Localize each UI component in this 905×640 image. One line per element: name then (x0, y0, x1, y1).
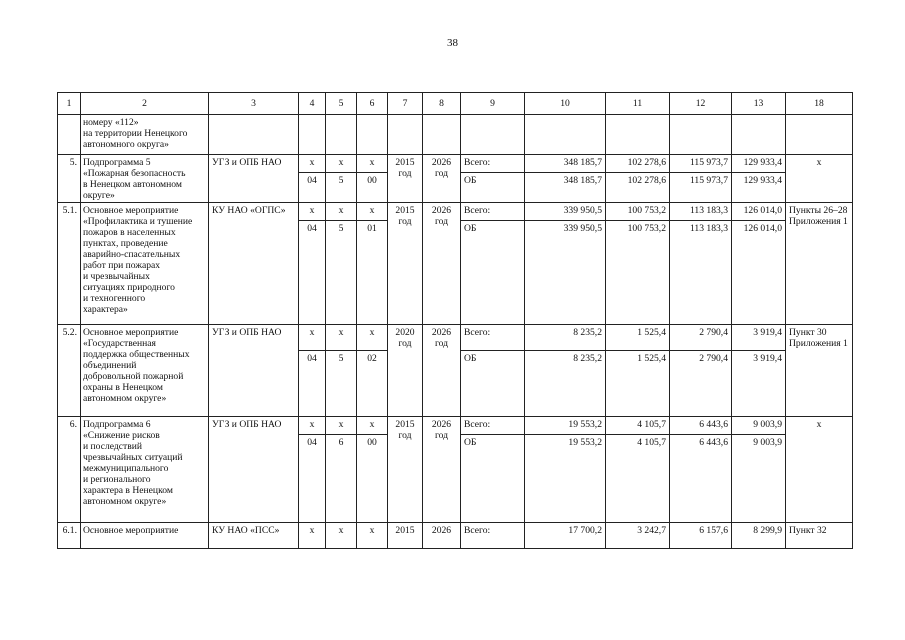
budget-code-cell: х (357, 203, 388, 221)
row-note: Пункт 32 (786, 523, 853, 549)
end-year: 2026 год (423, 325, 461, 417)
continuation-text: номеру «112» на территории Ненецкого автономного округа» (81, 115, 209, 155)
row-title: Подпрограмма 6 «Снижение рисков и последствий чрезвычайных ситуаций межмуниципального и регионального характера в Ненецком автономном округе» (81, 417, 209, 523)
funding-value: 19 553,2 (525, 435, 606, 523)
funding-value: 6 443,6 (670, 435, 732, 523)
funding-value: 102 278,6 (606, 155, 670, 173)
end-year: 2026 год (423, 203, 461, 325)
funding-value: 113 183,3 (670, 221, 732, 325)
budget-code-cell: 5 (326, 173, 357, 203)
funding-value: 1 525,4 (606, 351, 670, 417)
budget-code-cell: х (357, 155, 388, 173)
funding-value: 8 299,9 (732, 523, 786, 549)
row-note: х (786, 155, 853, 203)
page-number: 38 (447, 37, 458, 49)
funding-value: 4 105,7 (606, 417, 670, 435)
start-year: 2015 год (388, 155, 423, 203)
funding-value: 6 157,6 (670, 523, 732, 549)
funding-value: 2 790,4 (670, 351, 732, 417)
row-note: х (786, 417, 853, 523)
budget-code-cell: х (299, 523, 326, 549)
responsible-org: КУ НАО «ПСС» (209, 523, 299, 549)
column-header-9: 9 (461, 93, 525, 115)
budget-code-cell: х (326, 417, 357, 435)
row-title: Подпрограмма 5 «Пожарная безопасность в Ненецком автономном округе» (81, 155, 209, 203)
budget-code-cell: 00 (357, 435, 388, 523)
budget-code-cell: 02 (357, 351, 388, 417)
column-header-10: 10 (525, 93, 606, 115)
budget-code-cell: х (357, 417, 388, 435)
budget-code-cell: 5 (326, 351, 357, 417)
funding-value: 17 700,2 (525, 523, 606, 549)
budget-code-cell: х (326, 203, 357, 221)
funding-value: 348 185,7 (525, 173, 606, 203)
budget-code-cell: 04 (299, 173, 326, 203)
budget-code-cell: х (326, 325, 357, 351)
funding-source: Всего: (461, 417, 525, 435)
table-row (58, 325, 853, 351)
funding-value: 129 933,4 (732, 155, 786, 173)
column-header-12: 12 (670, 93, 732, 115)
funding-source: ОБ (461, 351, 525, 417)
funding-value: 126 014,0 (732, 221, 786, 325)
column-header-6: 6 (357, 93, 388, 115)
responsible-org: УГЗ и ОПБ НАО (209, 417, 299, 523)
funding-value: 100 753,2 (606, 203, 670, 221)
budget-code-cell: х (326, 523, 357, 549)
funding-source: Всего: (461, 203, 525, 221)
responsible-org: КУ НАО «ОГПС» (209, 203, 299, 325)
funding-value: 339 950,5 (525, 203, 606, 221)
start-year: 2020 год (388, 325, 423, 417)
funding-value: 8 235,2 (525, 351, 606, 417)
funding-value: 19 553,2 (525, 417, 606, 435)
budget-table (57, 92, 853, 549)
funding-value: 102 278,6 (606, 173, 670, 203)
table-row (58, 203, 853, 221)
funding-source: Всего: (461, 523, 525, 549)
column-header-18: 18 (786, 93, 853, 115)
funding-value: 8 235,2 (525, 325, 606, 351)
column-header-3: 3 (209, 93, 299, 115)
funding-value: 348 185,7 (525, 155, 606, 173)
row-title: Основное мероприятие «Государственная поддержка общественных объединений добровольной пожарной охраны в Ненецком автономном округе» (81, 325, 209, 417)
row-note: Пункты 26–28 Приложения 1 (786, 203, 853, 325)
funding-source: ОБ (461, 435, 525, 523)
responsible-org: УГЗ и ОПБ НАО (209, 325, 299, 417)
table-row (58, 155, 853, 173)
table-row (58, 417, 853, 435)
funding-value: 3 242,7 (606, 523, 670, 549)
funding-source: Всего: (461, 325, 525, 351)
funding-value: 115 973,7 (670, 173, 732, 203)
funding-value: 100 753,2 (606, 221, 670, 325)
continuation-row (58, 115, 853, 155)
column-header-4: 4 (299, 93, 326, 115)
budget-code-cell: 04 (299, 435, 326, 523)
responsible-org: УГЗ и ОПБ НАО (209, 155, 299, 203)
funding-value: 4 105,7 (606, 435, 670, 523)
header-row (58, 93, 853, 115)
budget-code-cell: х (299, 325, 326, 351)
budget-code-cell: х (299, 155, 326, 173)
funding-value: 9 003,9 (732, 435, 786, 523)
row-title: Основное мероприятие (81, 523, 209, 549)
column-header-13: 13 (732, 93, 786, 115)
column-header-2: 2 (81, 93, 209, 115)
budget-code-cell: 6 (326, 435, 357, 523)
row-number: 6.1. (58, 523, 81, 549)
column-header-7: 7 (388, 93, 423, 115)
funding-value: 126 014,0 (732, 203, 786, 221)
start-year: 2015 год (388, 417, 423, 523)
funding-value: 9 003,9 (732, 417, 786, 435)
budget-code-cell: 5 (326, 221, 357, 325)
funding-value: 3 919,4 (732, 325, 786, 351)
row-number: 5.2. (58, 325, 81, 417)
budget-code-cell: 01 (357, 221, 388, 325)
funding-value: 6 443,6 (670, 417, 732, 435)
funding-value: 3 919,4 (732, 351, 786, 417)
row-note: Пункт 30 Приложения 1 (786, 325, 853, 417)
column-header-8: 8 (423, 93, 461, 115)
funding-value: 115 973,7 (670, 155, 732, 173)
funding-value: 2 790,4 (670, 325, 732, 351)
budget-code-cell: х (299, 417, 326, 435)
column-header-1: 1 (58, 93, 81, 115)
table-row (58, 523, 853, 549)
end-year: 2026 год (423, 155, 461, 203)
budget-code-cell: х (357, 325, 388, 351)
funding-value: 113 183,3 (670, 203, 732, 221)
row-title: Основное мероприятие «Профилактика и тушение пожаров в населенных пунктах, проведение аварийно-спасательных работ при пожарах и чрезвычайных ситуациях природного и техногенного характера» (81, 203, 209, 325)
row-number: 5. (58, 155, 81, 203)
end-year: 2026 (423, 523, 461, 549)
funding-value: 339 950,5 (525, 221, 606, 325)
start-year: 2015 (388, 523, 423, 549)
end-year: 2026 год (423, 417, 461, 523)
budget-code-cell: 04 (299, 351, 326, 417)
budget-code-cell: х (299, 203, 326, 221)
funding-source: Всего: (461, 155, 525, 173)
row-number: 5.1. (58, 203, 81, 325)
start-year: 2015 год (388, 203, 423, 325)
funding-value: 1 525,4 (606, 325, 670, 351)
funding-source: ОБ (461, 221, 525, 325)
budget-code-cell: 04 (299, 221, 326, 325)
column-header-5: 5 (326, 93, 357, 115)
budget-code-cell: х (326, 155, 357, 173)
column-header-11: 11 (606, 93, 670, 115)
row-number: 6. (58, 417, 81, 523)
budget-code-cell: 00 (357, 173, 388, 203)
budget-code-cell: х (357, 523, 388, 549)
funding-value: 129 933,4 (732, 173, 786, 203)
funding-source: ОБ (461, 173, 525, 203)
